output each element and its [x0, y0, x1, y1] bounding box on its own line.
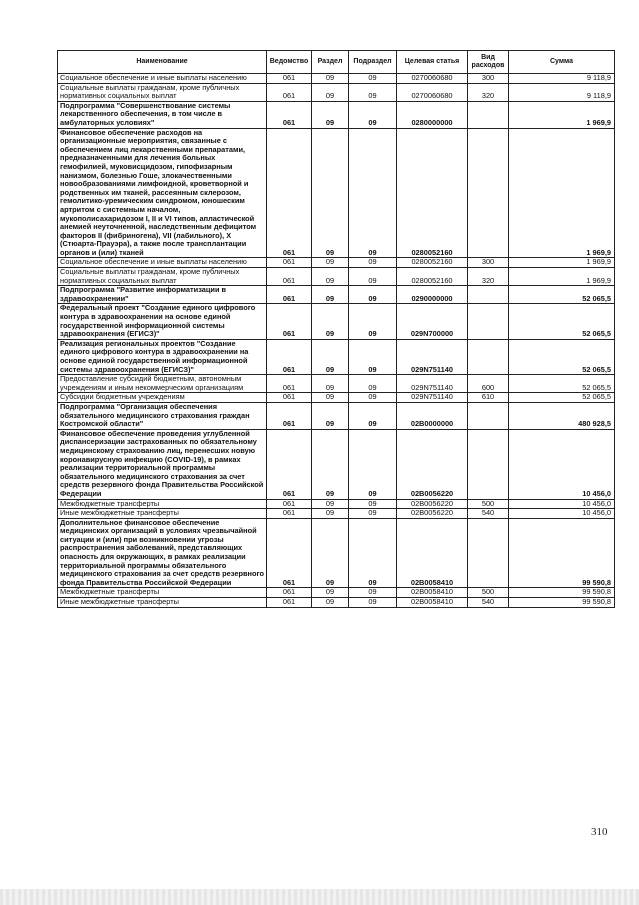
- cell-dept: 061: [267, 74, 312, 84]
- page-number: 310: [591, 826, 608, 838]
- cell-section: 09: [312, 268, 349, 286]
- cell-target: 0270060680: [397, 83, 468, 101]
- cell-expense: [468, 286, 509, 304]
- cell-name: Субсидии бюджетным учреждениям: [58, 393, 267, 403]
- cell-target: 029N700000: [397, 304, 468, 339]
- table-row: [58, 393, 615, 403]
- cell-sum: 1 969,9: [509, 258, 615, 268]
- cell-subsection: 09: [349, 518, 397, 588]
- cell-expense: 600: [468, 375, 509, 393]
- cell-target: 0270060680: [397, 74, 468, 84]
- cell-name: Подпрограмма "Совершенствование системы лекарственного обеспечения, в том числе в амбулаторных условиях": [58, 101, 267, 128]
- cell-name: Межбюджетные трансферты: [58, 588, 267, 598]
- cell-dept: 061: [267, 101, 312, 128]
- cell-subsection: 09: [349, 74, 397, 84]
- cell-sum: 1 969,9: [509, 101, 615, 128]
- table-row: [58, 339, 615, 374]
- cell-subsection: 09: [349, 128, 397, 258]
- cell-sum: 99 590,8: [509, 588, 615, 598]
- cell-target: 02B0058410: [397, 588, 468, 598]
- cell-target: 029N751140: [397, 339, 468, 374]
- table-row: [58, 258, 615, 268]
- cell-target: 0290000000: [397, 286, 468, 304]
- scan-edge-strip: [0, 889, 639, 905]
- header-sum: Сумма: [509, 51, 615, 74]
- cell-dept: 061: [267, 339, 312, 374]
- cell-section: 09: [312, 83, 349, 101]
- cell-section: 09: [312, 304, 349, 339]
- table-row: [58, 509, 615, 519]
- header-name: Наименование: [58, 51, 267, 74]
- header-section: Раздел: [312, 51, 349, 74]
- cell-sum: 99 590,8: [509, 598, 615, 608]
- cell-section: 09: [312, 258, 349, 268]
- table-row: [58, 83, 615, 101]
- cell-name: Предоставление субсидий бюджетным, автономным учреждениям и иным некоммерческим организациям: [58, 375, 267, 393]
- cell-section: 09: [312, 509, 349, 519]
- table-row: [58, 304, 615, 339]
- cell-name: Социальные выплаты гражданам, кроме публичных нормативных социальных выплат: [58, 83, 267, 101]
- cell-dept: 061: [267, 268, 312, 286]
- cell-target: 02B0058410: [397, 598, 468, 608]
- cell-name: Подпрограмма "Организация обеспечения обязательного медицинского страхования граждан Костромской области": [58, 402, 267, 429]
- cell-name: Дополнительное финансовое обеспечение медицинских организаций в условиях чрезвычайной ситуации и (или) при возникновении угрозы распространения заболеваний, представляющих опасность для окружающих, в рамках реализации территориальной программы обязательного медицинского страхования за счет средств резервного фонда Правительства Российской Федерации: [58, 518, 267, 588]
- cell-dept: 061: [267, 83, 312, 101]
- header-target: Целевая статья: [397, 51, 468, 74]
- cell-subsection: 09: [349, 258, 397, 268]
- cell-subsection: 09: [349, 402, 397, 429]
- cell-target: 029N751140: [397, 393, 468, 403]
- cell-subsection: 09: [349, 375, 397, 393]
- header-subsection: Подраздел: [349, 51, 397, 74]
- cell-subsection: 09: [349, 429, 397, 499]
- cell-section: 09: [312, 499, 349, 509]
- cell-sum: 52 065,5: [509, 393, 615, 403]
- cell-sum: 52 065,5: [509, 304, 615, 339]
- cell-subsection: 09: [349, 598, 397, 608]
- table-row: [58, 518, 615, 588]
- cell-sum: 9 118,9: [509, 74, 615, 84]
- cell-name: Иные межбюджетные трансферты: [58, 509, 267, 519]
- cell-section: 09: [312, 598, 349, 608]
- cell-dept: 061: [267, 286, 312, 304]
- header-dept: Ведомство: [267, 51, 312, 74]
- cell-name: Социальные выплаты гражданам, кроме публичных нормативных социальных выплат: [58, 268, 267, 286]
- cell-target: 0280000000: [397, 101, 468, 128]
- table-row: [58, 598, 615, 608]
- cell-sum: 10 456,0: [509, 499, 615, 509]
- cell-sum: 9 118,9: [509, 83, 615, 101]
- cell-subsection: 09: [349, 286, 397, 304]
- cell-name: Подпрограмма "Развитие информатизации в здравоохранении": [58, 286, 267, 304]
- table-row: [58, 588, 615, 598]
- cell-expense: [468, 402, 509, 429]
- cell-dept: 061: [267, 128, 312, 258]
- cell-section: 09: [312, 393, 349, 403]
- cell-dept: 061: [267, 499, 312, 509]
- cell-dept: 061: [267, 518, 312, 588]
- table-row: [58, 375, 615, 393]
- table-row: [58, 74, 615, 84]
- cell-expense: [468, 128, 509, 258]
- cell-expense: 540: [468, 598, 509, 608]
- cell-dept: 061: [267, 429, 312, 499]
- cell-name: Социальное обеспечение и иные выплаты населению: [58, 258, 267, 268]
- cell-target: 0280052160: [397, 128, 468, 258]
- cell-dept: 061: [267, 588, 312, 598]
- cell-sum: 480 928,5: [509, 402, 615, 429]
- cell-sum: 52 065,5: [509, 375, 615, 393]
- cell-dept: 061: [267, 304, 312, 339]
- cell-subsection: 09: [349, 268, 397, 286]
- table-row: [58, 286, 615, 304]
- cell-name: Финансовое обеспечение проведения углубленной диспансеризации застрахованных по обязательному медицинскому страхованию лиц, перенесших новую коронавирусную инфекцию (COVID-19), в рамках реализации территориальной программы обязательного медицинского страхования за счет средств резервного фонда Правительства Российской Федерации: [58, 429, 267, 499]
- cell-subsection: 09: [349, 393, 397, 403]
- cell-expense: 610: [468, 393, 509, 403]
- cell-sum: 1 969,9: [509, 268, 615, 286]
- cell-sum: 10 456,0: [509, 429, 615, 499]
- cell-section: 09: [312, 375, 349, 393]
- cell-expense: 500: [468, 499, 509, 509]
- cell-name: Иные межбюджетные трансферты: [58, 598, 267, 608]
- cell-dept: 061: [267, 258, 312, 268]
- table-header-row: [58, 51, 615, 74]
- cell-dept: 061: [267, 393, 312, 403]
- cell-sum: 10 456,0: [509, 509, 615, 519]
- cell-target: 02B0056220: [397, 429, 468, 499]
- cell-section: 09: [312, 128, 349, 258]
- cell-subsection: 09: [349, 499, 397, 509]
- cell-expense: [468, 304, 509, 339]
- cell-expense: 300: [468, 74, 509, 84]
- cell-name: Социальное обеспечение и иные выплаты населению: [58, 74, 267, 84]
- table-row: [58, 128, 615, 258]
- cell-subsection: 09: [349, 304, 397, 339]
- cell-expense: [468, 339, 509, 374]
- cell-target: 02B0056220: [397, 509, 468, 519]
- cell-expense: 320: [468, 268, 509, 286]
- cell-subsection: 09: [349, 101, 397, 128]
- cell-dept: 061: [267, 509, 312, 519]
- cell-subsection: 09: [349, 588, 397, 598]
- cell-section: 09: [312, 402, 349, 429]
- cell-expense: 540: [468, 509, 509, 519]
- cell-section: 09: [312, 429, 349, 499]
- cell-section: 09: [312, 518, 349, 588]
- table-row: [58, 268, 615, 286]
- cell-target: 02B0056220: [397, 499, 468, 509]
- cell-target: 0280052160: [397, 258, 468, 268]
- cell-sum: 52 065,5: [509, 286, 615, 304]
- cell-sum: 52 065,5: [509, 339, 615, 374]
- cell-sum: 99 590,8: [509, 518, 615, 588]
- cell-expense: [468, 429, 509, 499]
- cell-expense: [468, 518, 509, 588]
- cell-expense: 320: [468, 83, 509, 101]
- cell-expense: 500: [468, 588, 509, 598]
- cell-target: 029N751140: [397, 375, 468, 393]
- cell-name: Реализация региональных проектов "Создание единого цифрового контура в здравоохранении на основе единой государственной информационной системы здравоохранения (ЕГИСЗ)": [58, 339, 267, 374]
- cell-section: 09: [312, 74, 349, 84]
- cell-target: 0280052160: [397, 268, 468, 286]
- header-expense: Вид расходов: [468, 51, 509, 74]
- cell-expense: [468, 101, 509, 128]
- cell-dept: 061: [267, 402, 312, 429]
- table-row: [58, 101, 615, 128]
- cell-subsection: 09: [349, 339, 397, 374]
- cell-subsection: 09: [349, 509, 397, 519]
- budget-table: [57, 50, 615, 608]
- cell-target: 02B0058410: [397, 518, 468, 588]
- cell-target: 02B0000000: [397, 402, 468, 429]
- cell-name: Федеральный проект "Создание единого цифрового контура в здравоохранении на основе единой государственной информационной системы здравоохранения (ЕГИСЗ)": [58, 304, 267, 339]
- table-row: [58, 402, 615, 429]
- table-body: [58, 74, 615, 608]
- cell-section: 09: [312, 101, 349, 128]
- cell-name: Финансовое обеспечение расходов на организационные мероприятия, связанные с обеспечением лиц лекарственными препаратами, предназначенными для лечения больных гемофилией, муковисцидозом, гипофизарным нанизмом, болезнью Гоше, злокачественными новообразованиями лимфоидной, кроветворной и родственных им тканей, рассеянным склерозом, гемолитико-уремическим синдромом, юношеским артритом с системным началом, мукополисахаридозом I, II и VI типов, апластической анемией неуточненной, наследственным дефицитом факторов II (фибриногена), VII (лабильного), X (Стюарта-Прауэра), а также после трансплантации органов и (или) тканей: [58, 128, 267, 258]
- cell-expense: 300: [468, 258, 509, 268]
- cell-name: Межбюджетные трансферты: [58, 499, 267, 509]
- cell-dept: 061: [267, 375, 312, 393]
- cell-section: 09: [312, 588, 349, 598]
- cell-section: 09: [312, 339, 349, 374]
- cell-section: 09: [312, 286, 349, 304]
- cell-subsection: 09: [349, 83, 397, 101]
- table-row: [58, 429, 615, 499]
- table-row: [58, 499, 615, 509]
- cell-dept: 061: [267, 598, 312, 608]
- cell-sum: 1 969,9: [509, 128, 615, 258]
